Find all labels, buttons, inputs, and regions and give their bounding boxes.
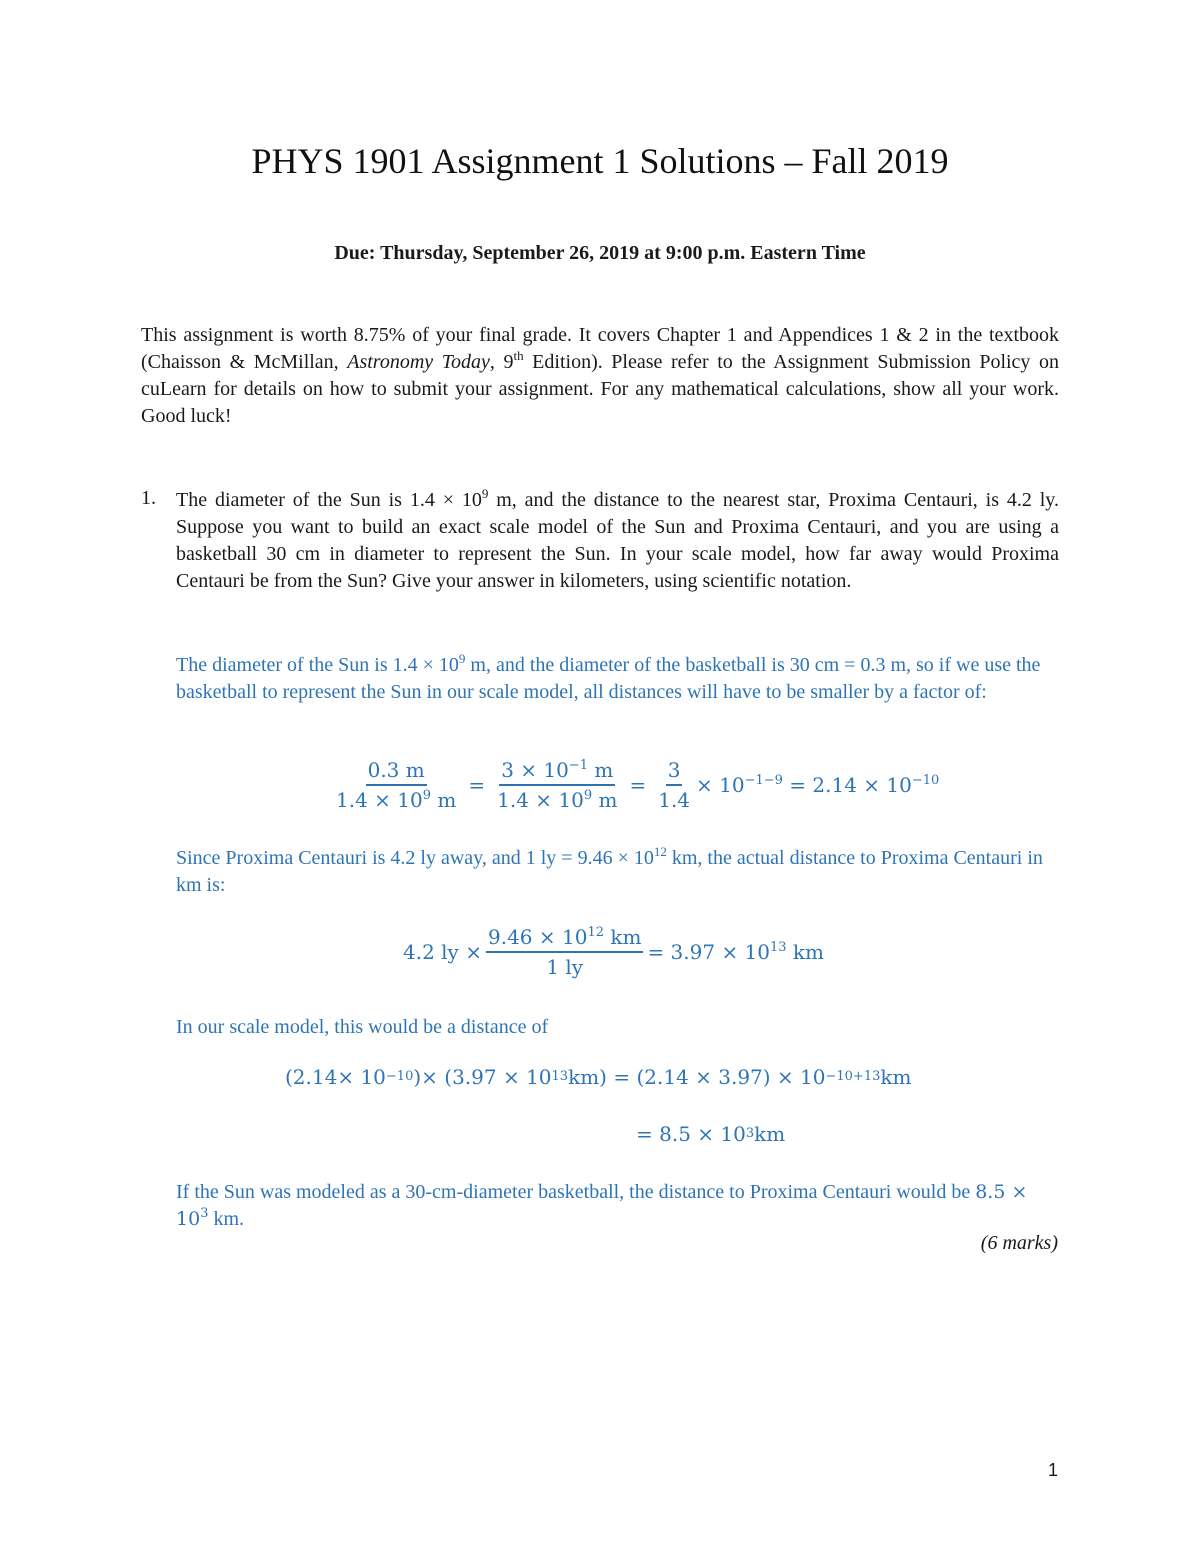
question-text — [176, 487, 1059, 595]
f2-num-b: m — [588, 758, 614, 782]
equation-scale-factor — [330, 758, 939, 812]
page-number: 1 — [1047, 1460, 1058, 1480]
due-date: Due: Thursday, September 26, 2019 at 9:00 p.m. Eastern Time — [334, 242, 866, 264]
f2-den-b: m — [592, 788, 618, 812]
eq2-lead: 4.2 ly × — [403, 940, 482, 964]
eq3-c: km) = (2.14 × 3.97) × 10 — [568, 1065, 826, 1089]
fraction-3-numerator: 3 — [666, 758, 683, 786]
eq2-result — [647, 940, 824, 964]
equation-1-result — [696, 773, 939, 797]
textbook-title: Astronomy Today — [347, 351, 490, 373]
page-title: PHYS 1901 Assignment 1 Solutions – Fall 2019 — [251, 141, 949, 181]
question-number: 1. — [141, 487, 156, 509]
f2-den-exp: 9 — [583, 788, 593, 803]
eq1-rest-exp: −1−9 — [744, 773, 783, 788]
fraction-2-denominator — [495, 786, 619, 812]
fraction-3 — [656, 758, 692, 812]
eq2-result-exp: 13 — [770, 940, 787, 955]
intro-text-1: This assignment is worth 8.75% of your final grade. It covers Chapter 1 and Appendices 1 & 2 in the textbook (Chaisson & McMillan, — [141, 324, 1059, 373]
eq1-rest-b: = 2.14 × 10 — [782, 773, 912, 797]
equation-final-result: = 8.5 × 10 3 km — [636, 1122, 786, 1146]
equals-sign-1: = — [468, 773, 486, 797]
conclusion-text-b: km. — [208, 1208, 245, 1230]
question-exponent: 9 — [481, 486, 489, 501]
f2-num-a: 3 × 10 — [501, 758, 569, 782]
eq2-result-b: km — [786, 940, 825, 964]
solution-p1-exponent: 9 — [458, 651, 466, 666]
eq3-d: km — [880, 1065, 912, 1089]
eq4-a: = 8.5 × 10 — [636, 1122, 746, 1146]
solution-paragraph-2 — [176, 845, 1059, 899]
fraction-3-denominator: 1.4 — [658, 788, 691, 812]
solution-conclusion — [176, 1179, 1059, 1233]
fraction-lightyear — [486, 925, 643, 979]
eq1-rest-exp2: −10 — [911, 773, 940, 788]
f1-den-a: 1.4 × 10 — [336, 788, 423, 812]
solution-p1-a: The diameter of the Sun is 1.4 × 10 — [176, 654, 459, 676]
solution-paragraph-1 — [176, 652, 1059, 706]
equation-actual-distance — [403, 925, 824, 979]
solution-p2-b: km, the actual distance to Proxima Centauri in km is: — [176, 847, 1043, 896]
solution-paragraph-3: In our scale model, this would be a distance of — [176, 1016, 549, 1038]
conclusion-math-value: 8.5 × 10 — [176, 1181, 1028, 1230]
fraction-lightyear-denominator: 1 ly — [546, 955, 584, 979]
f2-den-a: 1.4 × 10 — [497, 788, 584, 812]
eq2-num-exp: 12 — [587, 925, 604, 940]
f1-den-exp: 9 — [422, 788, 432, 803]
fraction-2 — [495, 758, 619, 812]
edition-superscript: th — [513, 348, 524, 363]
fraction-lightyear-numerator — [486, 925, 643, 953]
solution-p1-b: m, and the diameter of the basketball is 30 cm = 0.3 m, so if we use the basketball to represent the Sun in our scale model, all distances will have to be smaller by a factor of: — [176, 654, 1041, 703]
intro-paragraph — [141, 322, 1059, 430]
question-text-a: The diameter of the Sun is 1.4 × 10 — [176, 489, 482, 511]
f1-den-b: m — [431, 788, 457, 812]
solution-p2-exponent: 12 — [653, 844, 667, 859]
eq3-a: (2.14× 10 — [285, 1065, 386, 1089]
equation-scaled-distance: (2.14× 10 −10 )× (3.97 × 10 13 km) = (2.14 × 3.97) × 10 −10+13 km — [285, 1065, 912, 1089]
f2-num-exp: −1 — [568, 758, 589, 773]
conclusion-math-exp: 3 — [200, 1206, 209, 1221]
question-text-b: m, and the distance to the nearest star, Proxima Centauri, is 4.2 ly. Suppose you want to build an exact scale model of the Sun and Proxima Centauri, and you are using a basketball 30 cm in diameter to represent the Sun. In your scale model, how far away would Proxima Centauri be from the Sun? Give your answer in kilometers, using scientific notation. — [176, 489, 1059, 592]
eq4-b: km — [754, 1122, 786, 1146]
fraction-2-numerator — [499, 758, 615, 786]
intro-text-2: , 9 — [489, 351, 514, 373]
fraction-1-denominator — [334, 786, 458, 812]
eq2-result-a: = 3.97 × 10 — [647, 940, 771, 964]
fraction-1-numerator: 0.3 m — [366, 758, 427, 786]
fraction-1 — [334, 758, 458, 812]
equals-sign-2: = — [629, 773, 647, 797]
conclusion-text-a: If the Sun was modeled as a 30-cm-diameter basketball, the distance to Proxima Centauri would be — [176, 1181, 976, 1203]
marks-label: (6 marks) — [980, 1232, 1058, 1254]
eq1-rest-a: × 10 — [696, 773, 745, 797]
eq2-num-b: km — [603, 925, 642, 949]
eq2-num-a: 9.46 × 10 — [487, 925, 588, 949]
solution-p2-a: Since Proxima Centauri is 4.2 ly away, and 1 ly = 9.46 × 10 — [176, 847, 654, 869]
intro-text-3: Edition). Please refer to the Assignment Submission Policy on cuLearn for details on how to submit your assignment. For any mathematical calculations, show all your work. Good luck! — [141, 351, 1060, 427]
eq3-b: )× (3.97 × 10 — [413, 1065, 552, 1089]
